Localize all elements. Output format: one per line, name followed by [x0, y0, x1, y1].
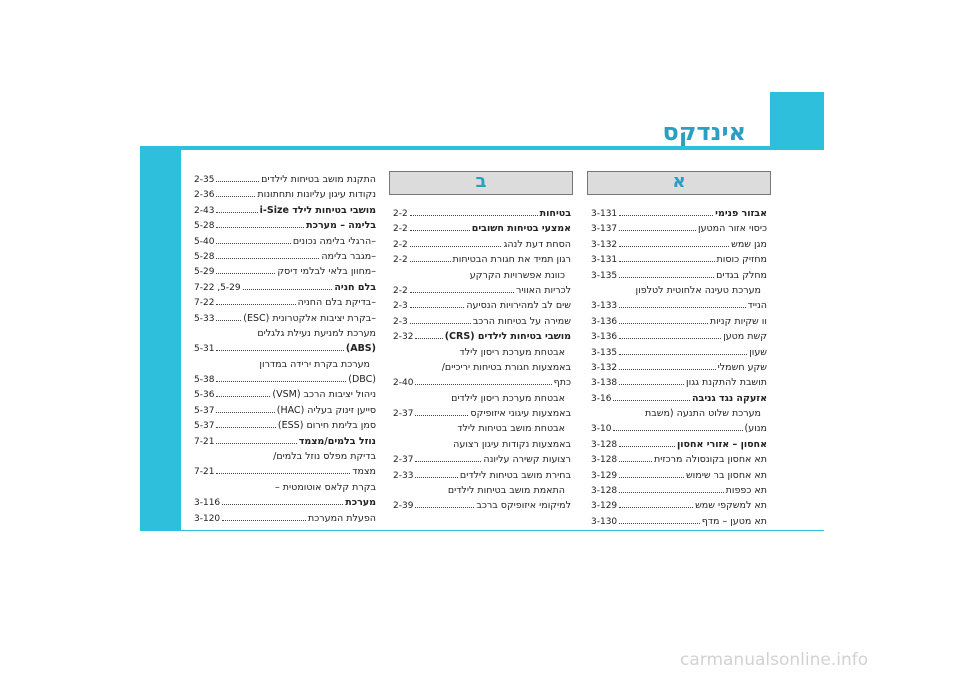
bullet-dash: –	[371, 235, 376, 247]
index-entry	[194, 264, 376, 279]
leader-dots	[415, 498, 474, 508]
entry-page: 3-131	[591, 255, 618, 266]
entry-page: 3-138	[591, 378, 618, 389]
index-entry	[194, 295, 376, 310]
index-entry-continuation: כוונת אפשרויות הקרקע	[469, 269, 565, 281]
entry-text: הסחת דעת לנהג	[503, 238, 571, 250]
index-entry	[194, 403, 376, 418]
entry-page: 5-38	[194, 375, 215, 386]
entry-page: 2-2	[393, 209, 408, 219]
index-entry	[591, 452, 767, 467]
entry-page: 3-135	[591, 347, 618, 358]
entry-page: 7-22	[194, 298, 215, 309]
entry-text: אזעקה נגד גניבה	[692, 392, 767, 404]
index-entry-continuation: מערכת בקרת ירידה במדרון	[259, 358, 370, 370]
bottom-rule	[140, 530, 824, 531]
entry-page: 7-21	[194, 467, 215, 478]
entry-page: 3-135	[591, 270, 618, 281]
index-entry	[591, 391, 767, 406]
leader-dots	[216, 249, 319, 259]
index-entry	[393, 468, 571, 483]
index-entry-continuation: מערכת למניעת נעילת גלגלים	[257, 327, 376, 339]
entry-text: הנייד	[747, 300, 767, 312]
entry-page: 2-2	[393, 255, 408, 266]
entry-text: מצמד	[352, 466, 376, 478]
entry-page: 3-131	[591, 209, 618, 219]
index-entry	[393, 406, 571, 421]
entry-text: סייען זינוק בעליה (HAC)	[276, 404, 376, 416]
entry-text: מחלק בגדים	[716, 269, 767, 281]
entry-text: וו שקיות קניות	[709, 315, 767, 327]
index-entry	[393, 206, 571, 221]
entry-page: 3-132	[591, 362, 618, 373]
entry-page: 3-136	[591, 332, 618, 343]
entry-text: תא אחסון בקונסולה מרכזית	[653, 454, 767, 466]
index-column-middle	[393, 206, 571, 514]
leader-dots	[619, 360, 715, 370]
entry-page: 7-21	[194, 436, 215, 447]
entry-text: בדיקת בלם החניה	[297, 297, 372, 309]
index-entry	[194, 464, 376, 479]
leader-dots	[415, 468, 457, 478]
entry-text: נקודות עיגון עליונות ותחתונות	[257, 189, 376, 201]
index-entry-continuation: בדיקת מפלס נוזל בלמים/	[273, 451, 376, 463]
entry-text: כתף	[553, 377, 571, 389]
entry-page: 3-129	[591, 501, 618, 512]
index-entry	[393, 221, 571, 236]
entry-page: 2-37	[393, 409, 414, 420]
leader-dots	[613, 391, 690, 401]
index-entry-continuation: מערכת שלוט התנעה (משבת	[645, 408, 761, 420]
leader-dots	[216, 387, 270, 397]
leader-dots	[410, 221, 470, 231]
index-entry	[591, 221, 767, 236]
entry-page: 2-36	[194, 190, 215, 201]
entry-text: הפעלת המערכת	[308, 512, 376, 524]
entry-page: 5-36	[194, 390, 215, 401]
index-entry	[194, 418, 376, 433]
index-entry	[194, 280, 376, 295]
entry-text: מגן שמש	[731, 238, 767, 250]
leader-dots	[216, 403, 274, 413]
leader-dots	[619, 345, 747, 355]
entry-text: מחזיק כוסות	[716, 254, 767, 266]
entry-text: רצועות קשירה עליונה	[483, 454, 571, 466]
leader-dots	[619, 314, 708, 324]
entry-text: תא אחסון בר שימוש	[685, 469, 767, 481]
entry-text: מנוע)	[744, 423, 767, 435]
leader-dots	[619, 437, 675, 447]
letter-label: ב	[475, 171, 487, 192]
entry-page: 2-2	[393, 285, 408, 296]
entry-text: תא למשקפי שמש	[695, 500, 767, 512]
index-entry	[591, 360, 767, 375]
entry-text: מגבר בלימה	[321, 250, 372, 262]
index-entry	[393, 498, 571, 513]
entry-text: (DBC)	[348, 374, 376, 386]
index-entry-continuation: אבטחת מושב בטיחות לילד	[457, 423, 565, 435]
entry-text: קשת מטען	[723, 331, 767, 343]
leader-dots	[415, 406, 468, 416]
leader-dots	[216, 203, 257, 213]
entry-text: בטיחות	[539, 208, 571, 219]
entry-text: (ABS)	[345, 343, 376, 355]
entry-text: סמן בלימת חירום (ESS)	[277, 420, 376, 432]
entry-page: 2-43	[194, 205, 215, 216]
index-entry	[393, 252, 571, 267]
entry-text: בלם חניה	[334, 281, 376, 293]
leader-dots	[410, 298, 465, 308]
entry-text: רגון תמיד את חגורת הבטיחות	[452, 254, 571, 266]
leader-dots	[410, 283, 514, 293]
entry-page: 5-28	[194, 221, 215, 232]
index-entry	[393, 283, 571, 298]
page-number: 9	[294, 644, 308, 665]
letter-label: א	[672, 171, 686, 192]
index-entry	[194, 311, 376, 326]
leader-dots	[415, 452, 481, 462]
entry-page: 2-2	[393, 239, 408, 250]
index-entry	[591, 329, 767, 344]
index-entry-continuation: מערכת טעינה אלחוטית לטלפון	[635, 284, 761, 296]
leader-dots	[619, 468, 684, 478]
entry-page: 3-16	[591, 393, 612, 404]
entry-page: 3-128	[591, 439, 618, 450]
index-entry	[393, 237, 571, 252]
entry-text: לכריות האוויר	[516, 284, 571, 296]
index-entry-continuation: אבטחת מערכת ריסון לילד	[459, 346, 565, 358]
letter-header-middle	[389, 171, 573, 195]
index-entry-continuation: באמצעות נקודות עיגון רצועה	[453, 438, 571, 450]
entry-page: 3-120	[194, 513, 221, 524]
entry-text: שמירה על בטיחות הרכב	[472, 315, 571, 327]
leader-dots	[619, 452, 652, 462]
entry-text: אמצעי בטיחות חשובים	[471, 223, 571, 235]
entry-page: 2-37	[393, 455, 414, 466]
watermark: carmanualsonline.info	[680, 650, 869, 670]
leader-dots	[415, 329, 442, 339]
entry-page: 3-128	[591, 455, 618, 466]
entry-page: 5-28	[194, 251, 215, 262]
entry-text: בחירת מושב בטיחות לילדים	[459, 469, 571, 481]
bullet-dash: –	[371, 312, 376, 324]
entry-page: 3-116	[194, 498, 221, 509]
entry-page: 2-35	[194, 175, 215, 185]
entry-text: מושבי בטיחות לילדים (CRS)	[444, 331, 571, 343]
leader-dots	[216, 372, 346, 382]
bullet-dash: –	[371, 266, 376, 278]
index-entry	[393, 329, 571, 344]
entry-text: מושבי בטיחות לילד i-Size	[259, 204, 376, 216]
index-entry	[591, 375, 767, 390]
entry-text: תושבת להתקנת גגון	[686, 377, 767, 389]
entry-text: כיסוי אזור המטען	[697, 223, 767, 235]
index-entry	[194, 511, 376, 526]
index-entry	[194, 187, 376, 202]
bullet-dash: –	[371, 250, 376, 262]
leader-dots	[619, 268, 714, 278]
index-entry	[591, 314, 767, 329]
entry-page: 3-132	[591, 239, 618, 250]
leader-dots	[619, 252, 714, 262]
entry-text: נוזל בלמים/מצמד	[298, 435, 376, 447]
entry-page: 3-133	[591, 301, 618, 312]
letter-header-right	[587, 171, 771, 195]
entry-text: באמצעות עיגוני איזופיקס	[470, 408, 571, 420]
entry-text: שעון	[749, 346, 767, 358]
index-entry	[194, 341, 376, 356]
index-entry	[194, 387, 376, 402]
header-tab	[770, 92, 824, 148]
index-entry	[591, 345, 767, 360]
index-entry	[591, 498, 767, 513]
entry-text: אבזור פנימי	[715, 208, 767, 219]
index-entry	[591, 237, 767, 252]
index-entry	[194, 495, 376, 510]
leader-dots	[410, 206, 538, 216]
entry-page: 2-39	[393, 501, 414, 512]
leader-dots	[216, 234, 290, 244]
entry-page: 5-37	[194, 405, 215, 416]
page-title: אינדקס	[662, 118, 746, 146]
entry-page: 3-137	[591, 224, 618, 235]
index-entry	[194, 172, 376, 187]
entry-text: בקרת יציבות אלקטרונית (ESC)	[243, 312, 372, 324]
index-entry-continuation: התאמת מושב בטיחות לילדים	[447, 485, 565, 497]
entry-page: 2-32	[393, 332, 414, 343]
entry-text: ניהול יציבות הרכב (VSM)	[272, 389, 376, 401]
index-entry	[591, 206, 767, 221]
entry-page: 2-3	[393, 316, 408, 327]
entry-text: למיקומי איזופיקס ברכב	[476, 500, 571, 512]
leader-dots	[619, 498, 693, 508]
index-entry	[591, 468, 767, 483]
entry-page: 5-33	[194, 313, 215, 324]
leader-dots	[619, 298, 745, 308]
entry-page: 7-22 ,5-29	[194, 282, 241, 293]
index-entry	[591, 421, 767, 436]
index-entry	[591, 268, 767, 283]
entry-text: הרגלי בלימה נכונים	[292, 235, 372, 247]
header-rule	[140, 146, 824, 150]
index-entry-continuation: באמצעות חגורת בטיחות יריכיים/	[441, 361, 571, 373]
leader-dots	[619, 237, 729, 247]
entry-text: אחסון – אזורי אחסון	[676, 438, 767, 450]
entry-text: בלימה – מערכת	[306, 220, 376, 232]
entry-page: 3-10	[591, 424, 612, 435]
index-entry	[194, 234, 376, 249]
entry-page: 5-37	[194, 421, 215, 432]
index-entry	[591, 298, 767, 313]
leader-dots	[216, 434, 296, 444]
index-column-left	[194, 172, 376, 526]
leader-dots	[410, 314, 471, 324]
leader-dots	[216, 264, 275, 274]
leader-dots	[222, 495, 343, 505]
entry-page: 3-130	[591, 516, 618, 527]
entry-text: מערכת	[345, 497, 376, 509]
entry-page: 2-2	[393, 224, 408, 235]
entry-page: 5-29	[194, 267, 215, 278]
bullet-dash: –	[371, 297, 376, 309]
index-entry	[393, 298, 571, 313]
entry-page: 2-3	[393, 301, 408, 312]
entry-page: 2-33	[393, 470, 414, 481]
index-entry	[591, 437, 767, 452]
index-entry	[591, 252, 767, 267]
entry-page: 3-136	[591, 316, 618, 327]
leader-dots	[243, 280, 333, 290]
index-entry	[393, 452, 571, 467]
leader-dots	[216, 311, 241, 321]
index-entry	[194, 434, 376, 449]
entry-page: 5-31	[194, 344, 215, 355]
entry-text: תא כפפות	[725, 485, 767, 497]
index-entry	[591, 483, 767, 498]
index-entry-continuation: בקרת קלאס אוטומטית –	[275, 481, 376, 493]
leader-dots	[216, 172, 259, 182]
index-column-right	[591, 206, 767, 529]
entry-text: מחוון בלאי לבלמי דיסק	[277, 266, 372, 278]
entry-page: 3-128	[591, 486, 618, 497]
leader-dots	[415, 375, 551, 385]
index-entry	[194, 203, 376, 218]
leader-dots	[222, 511, 306, 521]
leader-dots	[619, 514, 700, 524]
index-entry	[194, 372, 376, 387]
leader-dots	[619, 375, 684, 385]
index-entry	[194, 218, 376, 233]
leader-dots	[619, 221, 696, 231]
leader-dots	[216, 187, 255, 197]
leader-dots	[216, 295, 295, 305]
entry-text: שים לב למהירויות הנסיעה	[466, 300, 571, 312]
leader-dots	[613, 421, 742, 431]
leader-dots	[216, 341, 343, 351]
index-entry	[393, 375, 571, 390]
leader-dots	[619, 483, 724, 493]
entry-page: 3-129	[591, 470, 618, 481]
index-entry	[393, 314, 571, 329]
entry-page: 2-40	[393, 378, 414, 389]
index-entry	[591, 514, 767, 529]
leader-dots	[619, 206, 713, 216]
leader-dots	[410, 237, 502, 247]
entry-text: התקנת מושב בטיחות לילדים	[261, 174, 376, 185]
leader-dots	[410, 252, 451, 262]
index-entry	[194, 249, 376, 264]
entry-text: תא מטען – מדף	[701, 515, 767, 527]
leader-dots	[216, 464, 350, 474]
leader-dots	[619, 329, 721, 339]
entry-text: שקע חשמלי	[717, 361, 767, 373]
index-entry-continuation: אבטחת מערכת ריסון לילדים	[451, 392, 565, 404]
leader-dots	[216, 218, 304, 228]
leader-dots	[216, 418, 275, 428]
entry-page: 5-40	[194, 236, 215, 247]
